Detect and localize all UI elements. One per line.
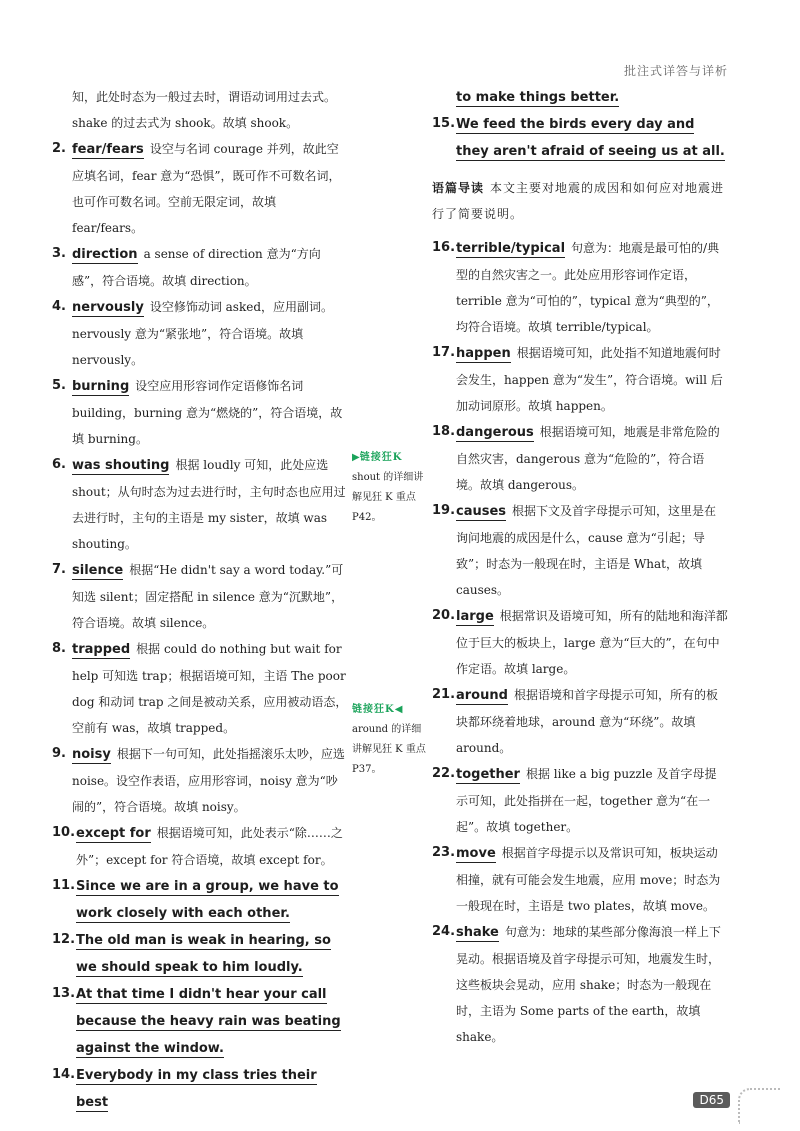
- answer-item-17: [432, 340, 728, 419]
- explanation: 根据 like a big puzzle 及首字母提示可知，此处指拼在一起，together 意为“在一起”。故填 together。: [456, 767, 717, 834]
- answer: large: [456, 609, 494, 624]
- sentence-item-13: [52, 981, 348, 1062]
- answer: direction: [72, 247, 138, 262]
- answer-item-24: [432, 919, 728, 1050]
- explanation: 根据 loudly 可知，此处应选 shout；从句时态为过去进行时，主句时态也应用过去进行时，主句的主语是 my sister，故填 was shouting。: [72, 458, 346, 551]
- guide-label: 语篇导读: [432, 181, 485, 195]
- sentence-item-14-cont: [432, 84, 728, 111]
- page-number: D65: [693, 1092, 730, 1108]
- answer: trapped: [72, 642, 131, 657]
- item-number: 14.: [52, 1067, 76, 1082]
- sentence: We feed the birds every day and they aren't afraid of seeing us at all.: [456, 117, 725, 159]
- answer-item-23: [432, 840, 728, 919]
- explanation: 根据“He didn't say a word today.”可知选 silent；固定搭配 in silence 意为“沉默地”，符合语境。故填 silence。: [72, 563, 344, 630]
- link-tag: 链接狂K: [359, 452, 403, 463]
- answer: dangerous: [456, 425, 534, 440]
- sentence: At that time I didn't hear your call because the heavy rain was beating against the window.: [76, 987, 341, 1056]
- side-note-around: [352, 700, 430, 780]
- explanation: 句意为：地球的某些部分像海浪一样上下晃动。根据语境及首字母提示可知，地震发生时，这些板块会晃动，应用 shake；时态为一般现在时，主语为 Some parts of the earth，故填 shake。: [456, 925, 721, 1044]
- page-corner-decoration: [738, 1088, 780, 1124]
- answer: except for: [76, 826, 151, 841]
- answer: around: [456, 688, 508, 703]
- continued-text: 知，此处时态为一般过去时，谓语动词用过去式。shake 的过去式为 shook。故填 shook。: [72, 90, 337, 130]
- explanation: 根据语境可知，地震是非常危险的自然灾害，dangerous 意为“危险的”，符合语境。故填 dangerous。: [456, 425, 720, 492]
- explanation: 根据语境可知，此处表示“除……之外”；except for 符合语境，故填 except for。: [76, 826, 343, 867]
- sentence: to make things better.: [456, 90, 620, 105]
- explanation: 句意为：地震是最可怕的/典型的自然灾害之一。此处应用形容词作定语，terrible 意为“可怕的”，typical 意为“典型的”，均符合语境。故填 terrible/typical。: [456, 241, 720, 334]
- sentence-item-15: [432, 111, 728, 165]
- answer: happen: [456, 346, 511, 361]
- item-number: 8.: [52, 641, 66, 656]
- item-number: 16.: [432, 240, 456, 255]
- item-number: 9.: [52, 746, 66, 761]
- explanation: 设空与名词 courage 并列，故此空应填名词，fear 意为“恐惧”，既可作不可数名词，也可作可数名词。空前无限定词，故填 fear/fears。: [72, 142, 341, 235]
- answer-item-5: [52, 373, 348, 452]
- item-number: 6.: [52, 457, 66, 472]
- answer: noisy: [72, 747, 111, 762]
- item-number: 3.: [52, 246, 66, 261]
- item-number: 17.: [432, 345, 456, 360]
- side-note-text: around 的详细讲解见狂 K 重点 P37。: [352, 724, 426, 775]
- item-number: 21.: [432, 687, 456, 702]
- answer-item-8: [52, 636, 348, 741]
- item-number: 20.: [432, 608, 456, 623]
- item-number: 12.: [52, 932, 76, 947]
- page-header: 批注式详答与详析: [623, 64, 728, 78]
- answer-item-6: [52, 452, 348, 557]
- item-number: 19.: [432, 503, 456, 518]
- sentence: Since we are in a group, we have to work closely with each other.: [76, 879, 339, 921]
- explanation: 根据首字母提示以及常识可知，板块运动相撞，就有可能会发生地震，应用 move；时态为一般现在时，主语是 two plates，故填 move。: [456, 846, 721, 913]
- sentence-item-14: [52, 1062, 348, 1116]
- answer-item-21: [432, 682, 728, 761]
- answer: burning: [72, 379, 130, 394]
- answer-item-3: [52, 241, 348, 294]
- explanation: 根据 could do nothing but wait for help 可知选 trap；根据语境可知，主语 The poor dog 和动词 trap 之间是被动关系，应用被动语态，空前有 was，故填 trapped。: [72, 642, 348, 735]
- answer-item-19: [432, 498, 728, 603]
- sentence-item-12: [52, 927, 348, 981]
- sentence: Everybody in my class tries their best: [76, 1068, 317, 1110]
- item-number: 22.: [432, 766, 456, 781]
- answer-item-2: [52, 136, 348, 241]
- answer-item-20: [432, 603, 728, 682]
- explanation: 根据常识及语境可知，所有的陆地和海洋都位于巨大的板块上，large 意为“巨大的”，在句中作定语。故填 large。: [456, 609, 728, 676]
- side-note-text: shout 的详细讲解见狂 K 重点 P42。: [352, 472, 424, 523]
- item-number: 13.: [52, 986, 76, 1001]
- sentence: The old man is weak in hearing, so we should speak to him loudly.: [76, 933, 331, 975]
- answer: terrible/typical: [456, 241, 566, 256]
- answer: shake: [456, 925, 499, 940]
- explanation: 根据语境可知，此处指不知道地震何时会发生，happen 意为“发生”，符合语境。will 后加动词原形。故填 happen。: [456, 346, 723, 413]
- answer: move: [456, 846, 496, 861]
- item-number: 10.: [52, 825, 76, 840]
- sentence-item-11: [52, 873, 348, 927]
- item-number: 7.: [52, 562, 66, 577]
- answer: silence: [72, 563, 124, 578]
- right-column: [432, 84, 728, 1050]
- answer: fear/fears: [72, 142, 144, 157]
- passage-guide: [432, 175, 728, 227]
- left-column: [52, 84, 348, 1116]
- answer-item-9: [52, 741, 348, 820]
- answer-item-18: [432, 419, 728, 498]
- explanation: 设空应用形容词作定语修饰名词 building，burning 意为“燃烧的”，符合语境，故填 burning。: [72, 379, 343, 446]
- answer-item-16: [432, 235, 728, 340]
- explanation: a sense of direction 意为“方向感”，符合语境。故填 direction。: [72, 247, 321, 288]
- item-number: 18.: [432, 424, 456, 439]
- item-number: 4.: [52, 299, 66, 314]
- answer-item-22: [432, 761, 728, 840]
- answer: causes: [456, 504, 507, 519]
- explanation: 根据下文及首字母提示可知，这里是在询问地震的成因是什么，cause 意为“引起；导致”；时态为一般现在时，主语是 What，故填 causes。: [456, 504, 717, 597]
- item-number: 5.: [52, 378, 66, 393]
- item-number: 15.: [432, 116, 456, 131]
- answer-item-4: [52, 294, 348, 373]
- item-number: 2.: [52, 141, 66, 156]
- pointer-icon: ▶: [352, 452, 360, 463]
- explanation: 根据下一句可知，此处指摇滚乐太吵，应选 noise。设空作表语，应用形容词，noisy 意为“吵闹的”，符合语境。故填 noisy。: [72, 747, 345, 814]
- answer-item-10: [52, 820, 348, 873]
- explanation: 根据语境和首字母提示可知，所有的板块都环绕着地球，around 意为“环绕”。故填 around。: [456, 688, 718, 755]
- answer: together: [456, 767, 520, 782]
- item-number: 11.: [52, 878, 76, 893]
- side-note-shout: [352, 448, 430, 528]
- item-number: 23.: [432, 845, 456, 860]
- link-tag: 链接狂K: [352, 704, 395, 715]
- answer: nervously: [72, 300, 144, 315]
- item-number: 24.: [432, 924, 456, 939]
- answer: was shouting: [72, 458, 170, 473]
- explanation: 设空修饰动词 asked，应用副词。nervously 意为“紧张地”，符合语境。故填 nervously。: [72, 300, 333, 367]
- guide-text: 本文主要对地震的成因和如何应对地震进行了简要说明。: [432, 181, 725, 221]
- pointer-icon: ◀: [394, 704, 403, 715]
- answer-item-7: [52, 557, 348, 636]
